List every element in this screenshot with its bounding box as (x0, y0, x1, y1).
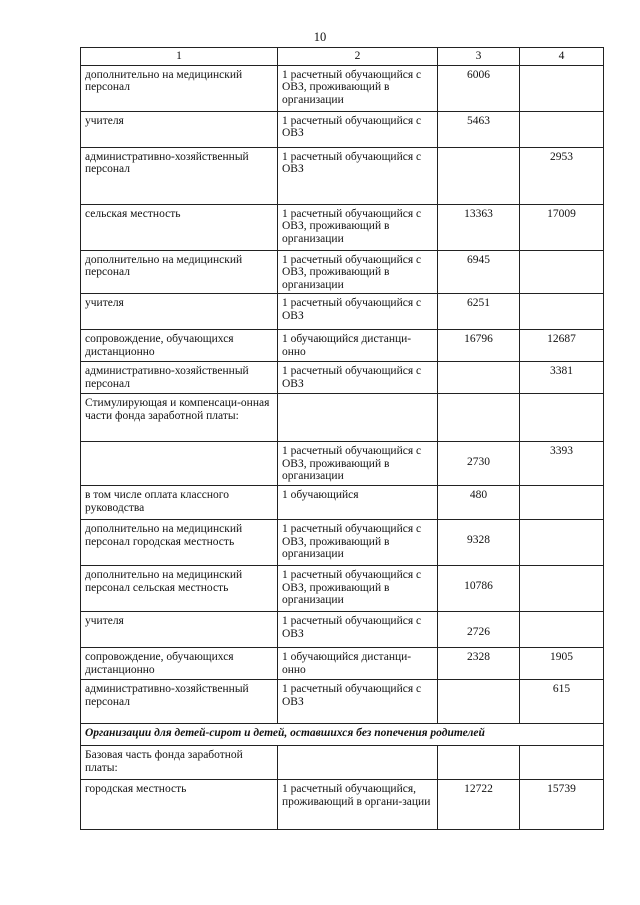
column-header-3: 3 (438, 48, 520, 66)
value-col3-cell: 5463 (438, 111, 520, 147)
value-col4-cell (520, 520, 604, 566)
value-col3-cell: 2726 (438, 612, 520, 648)
unit-cell: 1 расчетный обучающийся с ОВЗ (278, 111, 438, 147)
unit-cell: 1 расчетный обучающийся, проживающий в органи-зации (278, 780, 438, 830)
value-col3-cell: 9328 (438, 520, 520, 566)
unit-cell: 1 обучающийся (278, 486, 438, 520)
table-row (81, 648, 604, 680)
category-cell: в том числе оплата классного руководства (81, 486, 278, 520)
category-cell: дополнительно на медицинский персонал (81, 65, 278, 111)
table-row (81, 204, 604, 250)
value-col4-cell (520, 566, 604, 612)
category-cell: дополнительно на медицинский персонал (81, 250, 278, 294)
value-col4-cell (520, 746, 604, 780)
unit-cell: 1 расчетный обучающийся с ОВЗ (278, 362, 438, 394)
unit-cell: 1 расчетный обучающийся с ОВЗ, проживающий в организации (278, 250, 438, 294)
value-col3-cell: 6945 (438, 250, 520, 294)
unit-cell: 1 расчетный обучающийся с ОВЗ, проживающий в организации (278, 65, 438, 111)
unit-cell: 1 расчетный обучающийся с ОВЗ, проживающий в организации (278, 520, 438, 566)
table-body (81, 65, 604, 830)
value-col3-cell: 6006 (438, 65, 520, 111)
value-col3-cell: 10786 (438, 566, 520, 612)
value-col3-cell (438, 147, 520, 204)
category-cell: административно-хозяйственный персонал (81, 362, 278, 394)
value-col4-cell: 12687 (520, 330, 604, 362)
category-cell: сопровождение, обучающихся дистанционно (81, 648, 278, 680)
table-row (81, 294, 604, 330)
table-row (81, 442, 604, 486)
value-col4-cell (520, 394, 604, 442)
unit-cell (278, 746, 438, 780)
category-cell (81, 442, 278, 486)
norms-table (80, 47, 604, 830)
table-row (81, 612, 604, 648)
category-cell: Стимулирующая и компенсаци-онная части фонда заработной платы: (81, 394, 278, 442)
unit-cell: 1 расчетный обучающийся с ОВЗ, проживающий в организации (278, 566, 438, 612)
value-col4-cell: 3393 (520, 442, 604, 486)
category-cell: дополнительно на медицинский персонал сельская местность (81, 566, 278, 612)
unit-cell: 1 расчетный обучающийся с ОВЗ, проживающий в организации (278, 204, 438, 250)
table-row (81, 147, 604, 204)
table-row (81, 250, 604, 294)
column-header-2: 2 (278, 48, 438, 66)
table-header (81, 48, 604, 66)
value-col4-cell (520, 250, 604, 294)
table-row (81, 746, 604, 780)
unit-cell: 1 расчетный обучающийся с ОВЗ (278, 680, 438, 724)
value-col3-cell (438, 394, 520, 442)
table-row (81, 111, 604, 147)
value-col4-cell: 17009 (520, 204, 604, 250)
table-row (81, 680, 604, 724)
value-col4-cell: 615 (520, 680, 604, 724)
unit-cell: 1 расчетный обучающийся с ОВЗ (278, 294, 438, 330)
value-col4-cell: 1905 (520, 648, 604, 680)
value-col4-cell: 15739 (520, 780, 604, 830)
category-cell: учителя (81, 111, 278, 147)
value-col4-cell (520, 486, 604, 520)
value-col3-cell: 6251 (438, 294, 520, 330)
table-row (81, 330, 604, 362)
value-col3-cell (438, 680, 520, 724)
category-cell: дополнительно на медицинский персонал городская местность (81, 520, 278, 566)
unit-cell: 1 обучающийся дистанци-онно (278, 330, 438, 362)
section-heading-row (81, 724, 604, 746)
value-col3-cell: 12722 (438, 780, 520, 830)
table-row (81, 566, 604, 612)
value-col3-cell (438, 746, 520, 780)
page-number: 10 (313, 30, 327, 44)
category-cell: сопровождение, обучающихся дистанционно (81, 330, 278, 362)
table-row (81, 780, 604, 830)
value-col4-cell (520, 65, 604, 111)
value-col3-cell: 16796 (438, 330, 520, 362)
value-col4-cell (520, 294, 604, 330)
category-cell: сельская местность (81, 204, 278, 250)
section-heading: Организации для детей-сирот и детей, оставшихся без попечения родителей (81, 724, 604, 746)
column-header-4: 4 (520, 48, 604, 66)
category-cell: административно-хозяйственный персонал (81, 147, 278, 204)
category-cell: Базовая часть фонда заработной платы: (81, 746, 278, 780)
unit-cell: 1 расчетный обучающийся с ОВЗ, проживающий в организации (278, 442, 438, 486)
category-cell: административно-хозяйственный персонал (81, 680, 278, 724)
table-row (81, 65, 604, 111)
value-col3-cell: 2730 (438, 442, 520, 486)
value-col3-cell: 2328 (438, 648, 520, 680)
table-row (81, 394, 604, 442)
table-row (81, 362, 604, 394)
value-col4-cell: 3381 (520, 362, 604, 394)
value-col3-cell: 13363 (438, 204, 520, 250)
value-col4-cell (520, 612, 604, 648)
table-row (81, 486, 604, 520)
header-row (81, 48, 604, 66)
value-col3-cell (438, 362, 520, 394)
category-cell: учителя (81, 294, 278, 330)
value-col3-cell: 480 (438, 486, 520, 520)
category-cell: городская местность (81, 780, 278, 830)
unit-cell: 1 расчетный обучающийся с ОВЗ (278, 147, 438, 204)
unit-cell: 1 обучающийся дистанци-онно (278, 648, 438, 680)
unit-cell (278, 394, 438, 442)
value-col4-cell (520, 111, 604, 147)
column-header-1: 1 (81, 48, 278, 66)
unit-cell: 1 расчетный обучающийся с ОВЗ (278, 612, 438, 648)
category-cell: учителя (81, 612, 278, 648)
table-row (81, 520, 604, 566)
value-col4-cell: 2953 (520, 147, 604, 204)
